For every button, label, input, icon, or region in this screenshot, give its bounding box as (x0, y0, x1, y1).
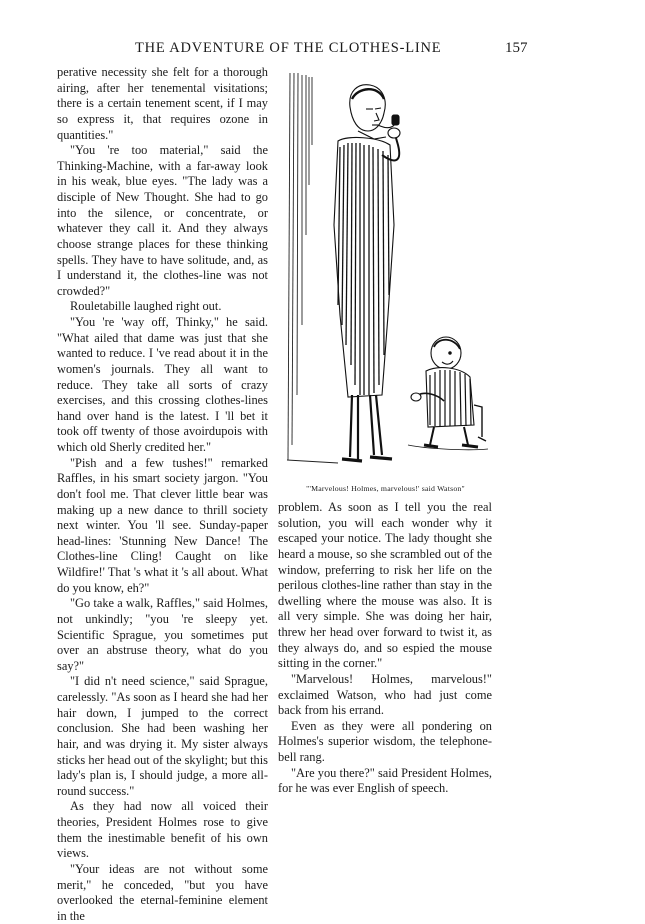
running-title: THE ADVENTURE OF THE CLOTHES-LINE (135, 40, 442, 56)
paragraph: "Are you there?" said President Holmes, for he was ever English of speech. (278, 765, 492, 796)
paragraph: problem. As soon as I tell you the real solution, you will each wonder why it escaped your notice. The lady thought she heard a mouse, so she scrambled out of the window, preferring to risk her life on the perilous clothes-line rather than stay in the dwelling where the mouse was also. It is all very simple. She was doing her hair, threw her head over forward to twist it, as they always do, and so espied the mouse sitting in the corner." (278, 500, 492, 671)
paragraph: "I did n't need science," said Sprague, carelessly. "As soon as I heard she had her hair down, I jumped to the correct conclusion. She had been washing her hair, and was drying it. My sister always sticks her head out of the skylight; but this lady's plan is, I should judge, a more all-round success." (57, 674, 268, 798)
paragraph: "Your ideas are not without some merit," he conceded, "but you have overlooked the eternal-feminine element in the (57, 861, 268, 923)
illustration-caption: "'Marvelous! Holmes, marvelous!' said Watson" (306, 484, 465, 493)
paragraph: Rouletabille laughed right out. (70, 299, 222, 314)
left-text-column (57, 65, 268, 924)
right-text-column (278, 500, 492, 797)
paragraph: "Go take a walk, Raffles," said Holmes, not unkindly; "you 're sleepy yet. Scientific Sprague, you sometimes put over an abstruse theory, what do you say?" (57, 596, 268, 673)
page-number: 157 (505, 40, 528, 56)
paragraph: "Pish and a few tushes!" remarked Raffles, in his smart society jargon. "You don't fool me. That clever little bear was making up a new dance to thrill society next winter. You 'll see. Sunday-paper head-lines: 'Stunning New Dance! The Clothes-line Cling! Caught on like Wildfire!' That 's what it 's all about. What do you know, eh?" (57, 455, 268, 595)
paragraph: perative necessity she felt for a thorough airing, after her tenemental visitations; there is a certain tenement scent, if I may so express it, that requires ozone in quantities." (57, 65, 268, 142)
paragraph: "You 're too material," said the Thinking-Machine, with a far-away look in his weak, blue eyes. "The lady was a disciple of New Thought. She had to go into the silence, or concentrate, or whatever they call it. And they always choose strange places for these thinking spells. They have to have solitude, and, as I understand it, the clothes-line was not crowded?" (57, 143, 268, 298)
paragraph: "Marvelous! Holmes, marvelous!" exclaimed Watson, who had just come back from his errand. (278, 671, 492, 718)
paragraph: As they had now all voiced their theories, President Holmes rose to give them the inestimable benefit of his own views. (57, 799, 268, 861)
illustration-holmes-watson (278, 65, 493, 480)
paragraph: Even as they were all pondering on Holmes's superior wisdom, the telephone-bell rang. (278, 718, 492, 764)
paragraph: "You 're 'way off, Thinky," he said. "What ailed that dame was just that she wanted to reduce. I 've read about it in the women's journals. They all want to reduce. They take all sorts of crazy exercises, and this crossing clothes-lines hand over hand is the latest. I 'll bet it took off twenty of those avoirdupois with which old Sherly credited her." (57, 315, 268, 454)
running-header (0, 40, 645, 62)
